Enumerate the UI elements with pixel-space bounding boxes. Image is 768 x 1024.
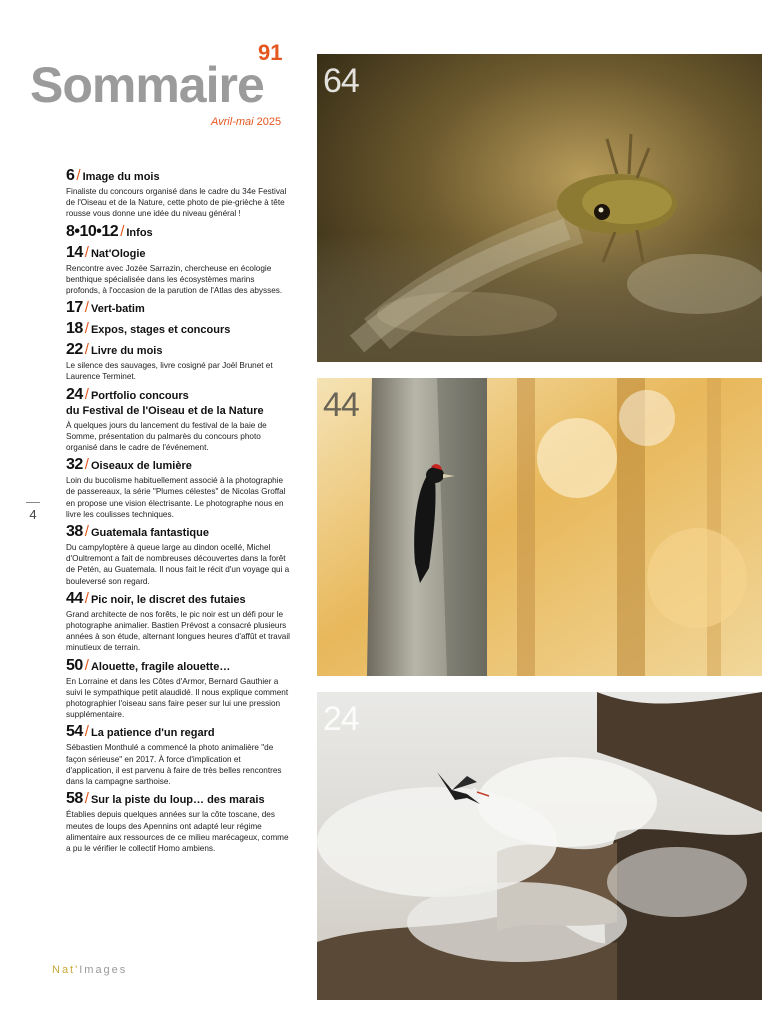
toc-page-number: 54 <box>66 723 83 741</box>
toc-title: Expos, stages et concours <box>90 324 231 337</box>
toc-entry[interactable]: 17 / Vert-batim <box>66 299 145 317</box>
brand-nat: Nat' <box>52 964 80 976</box>
page-title: Sommaire <box>30 57 264 113</box>
woodpecker-illustration <box>317 378 762 676</box>
toc-page-number: 8•10•12 <box>66 222 119 240</box>
table-of-contents <box>66 168 290 858</box>
brand-images: Images <box>79 964 128 976</box>
toc-page-number: 58 <box>66 790 83 808</box>
toc-title: Nat'Ologie <box>90 247 146 260</box>
toc-entry[interactable]: 32 / Oiseaux de lumière Loin du bucolisme habituellement associé à la photographie de passereaux, la série "Plumes célestes" de Nicolas Groffal en propose une vision électrisante. Le photographe nous en livre les coulisses techniques. <box>66 457 290 520</box>
stork-illustration <box>317 692 762 1000</box>
toc-page-number: 24 <box>66 385 83 403</box>
toc-page-number: 14 <box>66 243 83 261</box>
toc-page-number: 17 <box>66 299 83 317</box>
toc-page-number: 32 <box>66 456 83 474</box>
toc-title-line2: du Festival de l'Oiseau et de la Nature <box>66 404 264 417</box>
toc-description: Grand architecte de nos forêts, le pic noir est un défi pour le photographe animalier. Bastien Prévost a consacré plusieurs années à son étude, alternant longues heures d'affût et travail minutieux de terrain. <box>66 609 290 653</box>
photo-page-ref: 24 <box>323 700 359 738</box>
toc-description: Rencontre avec Jozée Sarrazin, chercheuse en écologie benthique spécialisée dans les écosystèmes marins profonds, à l'occasion de la parution de l'Atlas des abysses. <box>66 263 283 296</box>
toc-description: Établies depuis quelques années sur la côte toscane, des meutes de loups des Apennins ont adapté leur régime alimentaire aux ressources de ce milieu marécageux, comme a pu le vérifier le collectif Homo ambiens. <box>66 810 289 853</box>
toc-title: Oiseaux de lumière <box>90 460 192 473</box>
toc-description: À quelques jours du lancement du festival de la baie de Somme, présentation du palmarès du concours photo organisé dans le cadre de l'événement. <box>66 420 267 453</box>
toc-description: Le silence des sauvages, livre cosigné par Joël Brunet et Laurence Terminet. <box>66 361 273 382</box>
photo-page-ref: 64 <box>323 62 359 100</box>
stork-over-smoke-photo[interactable] <box>317 692 762 1000</box>
toc-title: Guatemala fantastique <box>90 527 209 540</box>
toc-title: Vert-batim <box>90 303 145 316</box>
toc-description: Loin du bucolisme habituellement associé à la photographie de passereaux, la série "Plumes célestes" de Nicolas Groffal en propose une vision électrisante. Le photographe nous en livre les coulisses techniques. <box>66 476 286 519</box>
toc-entry[interactable]: 14 / Nat'Ologie Rencontre avec Jozée Sarrazin, chercheuse en écologie benthique spécialisée dans les écosystèmes marins profonds, à l'occasion de la parution de l'Atlas des abysses. <box>66 245 290 297</box>
toc-description: Du campyloptère à queue large au dindon ocellé, Michel d'Oultremont a fait de nombreuses découvertes dans la forêt de Petén, au Guatemala. Il nous fait le récit d'un voyage qui a bouleversé son regard. <box>66 543 290 586</box>
tadpole-illustration <box>317 54 762 362</box>
toc-entry[interactable]: 8•10•12 / Infos <box>66 222 153 240</box>
toc-page-number: 44 <box>66 589 83 607</box>
issue-date <box>211 116 281 128</box>
toc-entry[interactable]: 44 / Pic noir, le discret des futaies Grand architecte de nos forêts, le pic noir est un défi pour le photographe animalier. Bastien Prévost a consacré plusieurs années à son étude, alternant longues heures d'affût et travail minutieux de terrain. <box>66 589 290 653</box>
footer-brand <box>52 964 127 976</box>
tadpole-newt-photo[interactable] <box>317 54 762 362</box>
issue-number: 91 <box>258 40 283 65</box>
toc-entry[interactable]: 18 / Expos, stages et concours <box>66 320 231 338</box>
toc-title: La patience d'un regard <box>90 727 215 740</box>
toc-page-number: 22 <box>66 341 83 359</box>
toc-title: Pic noir, le discret des futaies <box>90 593 246 606</box>
toc-entry[interactable]: 50 / Alouette, fragile alouette… En Lorraine et dans les Côtes d'Armor, Bernard Gauthier a suivi le sympathique petit alaudidé. Il nous explique comment photographier l'oiseau sans faire peser sur lui une pression supplémentaire. <box>66 656 289 720</box>
toc-page-number: 6 <box>66 167 75 184</box>
toc-title: Sur la piste du loup… des marais <box>90 794 265 807</box>
toc-entry[interactable]: 24 / Portfolio concours du Festival de l'Oiseau et de la Nature À quelques jours du lancement du festival de la baie de Somme, présentation du palmarès du concours photo organisé dans le cadre de l'événement. <box>66 387 290 454</box>
toc-entry[interactable]: 54 / La patience d'un regard Sébastien Monthulé a commencé la photo animalière "de façon sérieuse" en 2017. À force d'implication et d'application, il est parvenu à faire de très belles rencontres dans la campagne sarthoise. <box>66 724 290 787</box>
toc-page-number: 18 <box>66 320 83 338</box>
toc-title: Portfolio concours <box>90 389 189 402</box>
toc-title: Alouette, fragile alouette… <box>90 660 231 673</box>
photo-page-ref: 44 <box>323 386 359 424</box>
toc-title: Infos <box>126 226 153 239</box>
toc-description: Finaliste du concours organisé dans le cadre du 34e Festival de l'Oiseau et de la Nature, cette photo de pie-grièche à tête rousse vous donne une idée du niveau général ! <box>66 187 287 219</box>
toc-title: Image du mois <box>82 171 160 183</box>
toc-entry[interactable]: 22 / Livre du mois Le silence des sauvages, livre cosigné par Joël Brunet et Laurence Terminet. <box>66 342 290 382</box>
toc-entry[interactable]: 58 / Sur la piste du loup… des marais Établies depuis quelques années sur la côte toscane, des meutes de loups des Apennins ont adapté leur régime alimentaire aux ressources de ce milieu marécageux, comme a pu le vérifier le collectif Homo ambiens. <box>66 790 289 853</box>
issue-months: Avril-mai <box>211 116 254 128</box>
page-folio: 4 <box>26 502 40 522</box>
toc-entry[interactable]: 38 / Guatemala fantastique Du campyloptère à queue large au dindon ocellé, Michel d'Oultremont a fait de nombreuses découvertes dans la forêt de Petén, au Guatemala. Il nous fait le récit d'un voyage qui a bouleversé son regard. <box>66 523 290 586</box>
toc-page-number: 38 <box>66 523 83 541</box>
toc-title: Livre du mois <box>90 345 163 358</box>
toc-description: Sébastien Monthulé a commencé la photo animalière "de façon sérieuse" en 2017. À force d'implication et d'application, il est parvenu à faire de très belles rencontres dans la campagne sarthoise. <box>66 743 282 787</box>
black-woodpecker-photo[interactable] <box>317 378 762 676</box>
toc-description: En Lorraine et dans les Côtes d'Armor, Bernard Gauthier a suivi le sympathique petit alaudidé. Il nous explique comment photographier l'oiseau sans faire peser sur lui une pression supplémentaire. <box>66 676 289 720</box>
toc-entry[interactable]: 6 / Image du mois Finaliste du concours organisé dans le cadre du 34e Festival de l'Oiseau et de la Nature, cette photo de pie-grièche à tête rousse vous donne une idée du niveau général ! <box>66 168 290 220</box>
issue-year: 2025 <box>256 116 282 128</box>
toc-page-number: 50 <box>66 656 83 674</box>
